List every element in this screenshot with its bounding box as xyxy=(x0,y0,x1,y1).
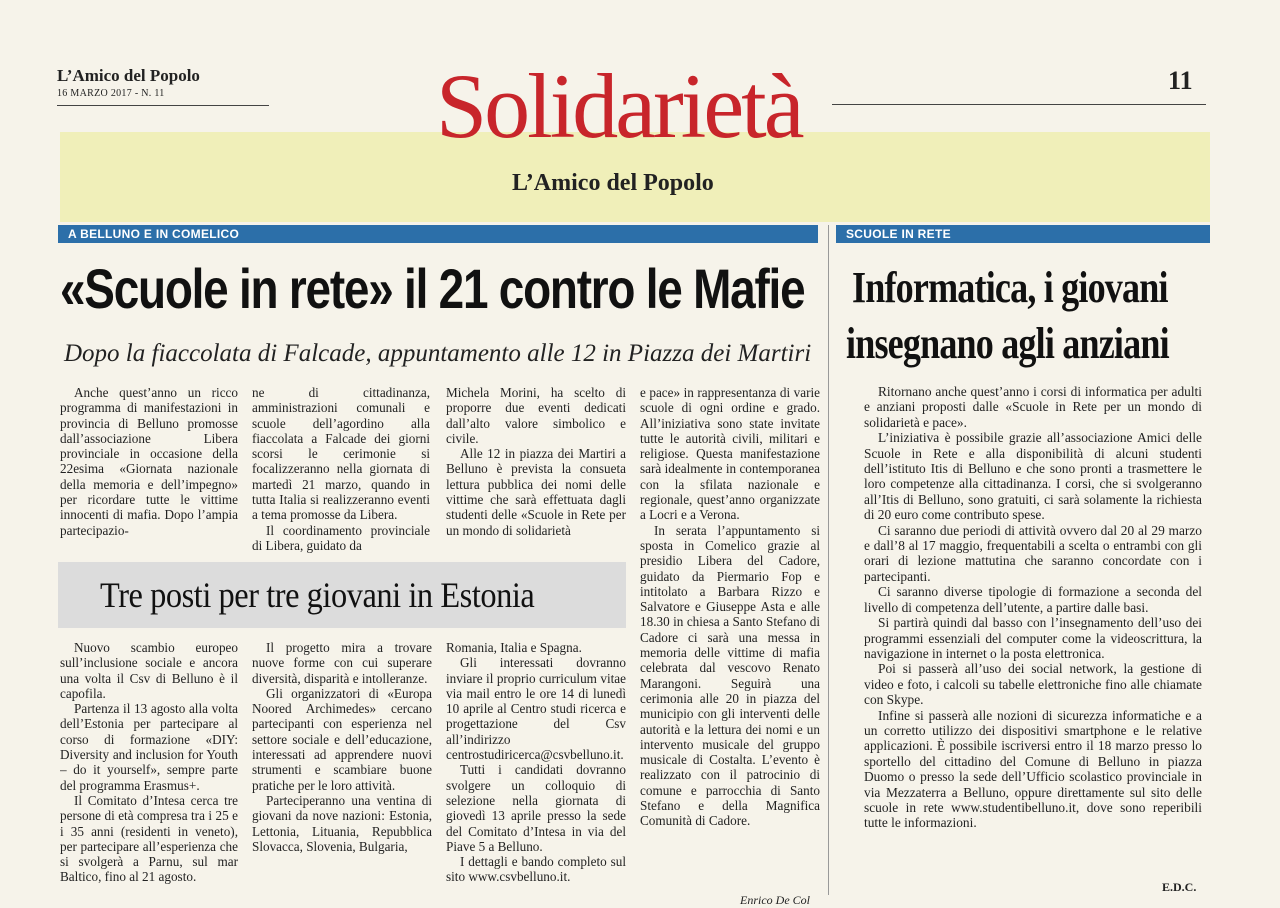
estonia-headline: Tre posti per tre giovani in Estonia xyxy=(100,575,535,615)
masthead-right-rule xyxy=(832,104,1206,105)
section-subtitle: L’Amico del Popolo xyxy=(512,170,714,196)
masthead-left-rule xyxy=(57,105,269,106)
estonia-col-3-p1: Romania, Italia e Spagna. xyxy=(446,640,582,655)
main-byline: Enrico De Col xyxy=(740,893,810,907)
estonia-col-3-p3: Tutti i candidati dovranno svolgere un colloquio di selezione nella giornata di giovedì 13 aprile presso la sede del Comitato d’Intesa in via del Piave 5 a Belluno. xyxy=(446,762,626,854)
masthead-left xyxy=(57,66,272,99)
main-col-2-text-b: Il coordinamento provinciale di Libera, guidato da xyxy=(252,522,430,553)
side-p3: Ci saranno due periodi di attività ovvero dal 20 al 29 marzo e dall’8 al 17 maggio, frequentabili a scelta o entrambi con gli orari di lezione mattutina che saranno concordate con i partecipanti. xyxy=(864,522,1202,584)
issue-line: 16 MARZO 2017 - N. 11 xyxy=(57,88,165,99)
side-kicker: SCUOLE IN RETE xyxy=(836,225,1210,243)
main-side-divider xyxy=(828,225,829,895)
estonia-col-3-p2: Gli interessati dovranno inviare il proprio curriculum vitae via mail entro le ore 14 di lunedì 10 aprile al Centro studi ricerca e progettazione del Csv all’indirizzo centrostudiricerca@csvbelluno.it. xyxy=(446,655,626,763)
estonia-col-2-p1: Il progetto mira a trovare nuove forme con cui superare diversità, disparità e intolleranze. xyxy=(252,640,432,686)
page-number: 11 xyxy=(1168,66,1193,95)
side-headline-line-1: Informatica, i giovani xyxy=(852,263,1168,312)
estonia-col-1 xyxy=(60,640,238,898)
main-col-3-text: Michela Morini, ha scelto di proporre due eventi dedicati dall’alto valore simbolico e civile. xyxy=(446,385,626,446)
main-kicker: A BELLUNO E IN COMELICO xyxy=(58,225,818,243)
main-col-4-text-b: In serata l’appuntamento si sposta in Comelico grazie al presidio Libera del Cadore, guidato da Piermario Fop e intitolato a Barbara Rizzo e Salvatore e Giuseppe Asta e alle 18.30 in chiesa a Santo Stefano di Cadore ci sarà una messa in memoria delle vittime di mafia celebrata dal vescovo Renato Marangoni. Seguirà una cerimonia alle 20 in piazza del municipio con gli interventi delle autorità e la lettura dei nomi e un intervento musicale del gruppo musicale di Costalta. L’evento è realizzato con il patrocinio di comune e parrocchia di Santo Stefano e della Magnifica Comunità di Cadore. xyxy=(640,522,820,829)
estonia-col-1-p2: Partenza il 13 agosto alla volta dell’Estonia per partecipare al corso di formazione «DIY: Diversity and inclusion for Youth – do it yourself», sempre parte del programma Erasmus+. xyxy=(60,701,238,793)
side-signature: E.D.C. xyxy=(1162,880,1197,894)
side-p2: L’iniziativa è possibile grazie all’associazione Amici delle Scuole in Rete e alla disponibilità di alcuni studenti dell’istituto Itis di Belluno e che sono pronti a trasmettere le loro competenze alla cittadinanza. I corsi, che si svolgeranno all’Itis di Belluno, sono gratuiti, ci sarà solamente la richiesta di 20 euro come contributo spese. xyxy=(864,430,1202,523)
estonia-col-1-p3: Il Comitato d’Intesa cerca tre persone di età compresa tra i 25 e i 35 anni (residenti in veneto), per partecipare all’esperienza che si svolgerà a Parnu, sul mar Baltico, fino al 21 agosto. xyxy=(60,792,238,885)
side-p5: Si partirà quindi dal basso con l’insegnamento dell’uso dei programmi essenziali del computer come la videoscrittura, la navigazione in internet o la posta elettronica. xyxy=(864,615,1202,661)
side-headline-line-2: insegnano agli anziani xyxy=(846,319,1169,368)
main-subheadline: Dopo la fiaccolata di Falcade, appuntamento alle 12 in Piazza dei Martiri xyxy=(64,340,812,367)
main-headline: «Scuole in rete» il 21 contro le Mafie xyxy=(60,257,805,320)
estonia-col-2 xyxy=(252,640,432,898)
section-title: Solidarietà xyxy=(436,55,802,157)
main-col-4-text: e pace» in rappresentanza di varie scuole di ogni ordine e grado. All’iniziativa sono state invitate tutte le autorità civili, militari e religiose. Questa manifestazione sarà idealmente in contemporanea con la sfilata nazionale e regionale, quest’anno organizzate a Locri e a Verona. xyxy=(640,385,820,523)
estonia-col-1-p1: Nuovo scambio europeo sull’inclusione sociale e ancora una volta il Csv di Belluno è il capofila. xyxy=(60,640,238,701)
main-col-3-text-b: Alle 12 in piazza dei Martiri a Belluno è prevista la consueta lettura pubblica dei nomi delle vittime che sarà effettuata dagli studenti delle «Scuole in Rete per un mondo di solidarietà xyxy=(446,446,626,538)
side-p1: Ritornano anche quest’anno i corsi di informatica per adulti e anziani proposti dalle «Scuole in Rete per un mondo di solidarietà e pace». xyxy=(864,384,1202,430)
main-col-1 xyxy=(60,385,238,538)
side-p7: Infine si passerà alle nozioni di sicurezza informatiche e a un corretto utilizzo dei dispositivi smartphone e le relative applicazioni. È possibile iscriversi entro il 18 marzo presso lo sportello del cittadino del Comune di Belluno in piazza Duomo o presso la sede dell’Ufficio scolastico provinciale in via Mezzaterra a Belluno, oppure direttamente sul sito delle scuole in rete www.studentibelluno.it, dove sono reperibili tutte le informazioni. xyxy=(864,707,1202,831)
main-col-2-text: ne di cittadinanza, amministrazioni comunali e scuole dell’agordino alla fiaccolata a Falcade dei giorni scorsi le cerimonie si focalizzeranno nella giornata di martedì 21 marzo, quando in tutta Italia si realizzeranno eventi a tema promosse da Libera. xyxy=(252,385,430,523)
estonia-col-2-p3: Parteciperanno una ventina di giovani da nove nazioni: Estonia, Lettonia, Lituania, Repubblica Slovacca, Slovenia, Bulgaria, xyxy=(252,792,432,854)
side-p4: Ci saranno diverse tipologie di formazione a seconda del livello di competenza dell’utente, a partire dalle basi. xyxy=(864,584,1202,615)
main-col-3 xyxy=(446,385,626,538)
estonia-col-3-p4: I dettagli e bando completo sul sito www.csvbelluno.it. xyxy=(446,854,626,885)
side-body xyxy=(864,384,1202,880)
main-col-2 xyxy=(252,385,430,553)
estonia-col-3 xyxy=(446,640,626,898)
paper-name: L’Amico del Popolo xyxy=(57,66,200,85)
main-col-4 xyxy=(640,385,820,890)
estonia-col-2-p2: Gli organizzatori di «Europa Noored Archimedes» cercano partecipanti con esperienza nel settore sociale e dell’educazione, interessati ad apprendere nuovi strumenti e scambiare buone pratiche per le loro attività. xyxy=(252,685,432,793)
side-p6: Poi si passerà all’uso dei social network, la gestione di video e foto, i calcoli su tabelle elettroniche fino alle chiamate con Skype. xyxy=(864,661,1202,708)
main-col-1-text: Anche quest’anno un ricco programma di manifestazioni in provincia di Belluno promosse dall’associazione Libera provinciale in occasione della 22esima «Giornata nazionale della memoria e dell’impegno» per ricordare tutte le vittime innocenti di mafia. Dopo l’ampia partecipazio- xyxy=(60,385,238,538)
